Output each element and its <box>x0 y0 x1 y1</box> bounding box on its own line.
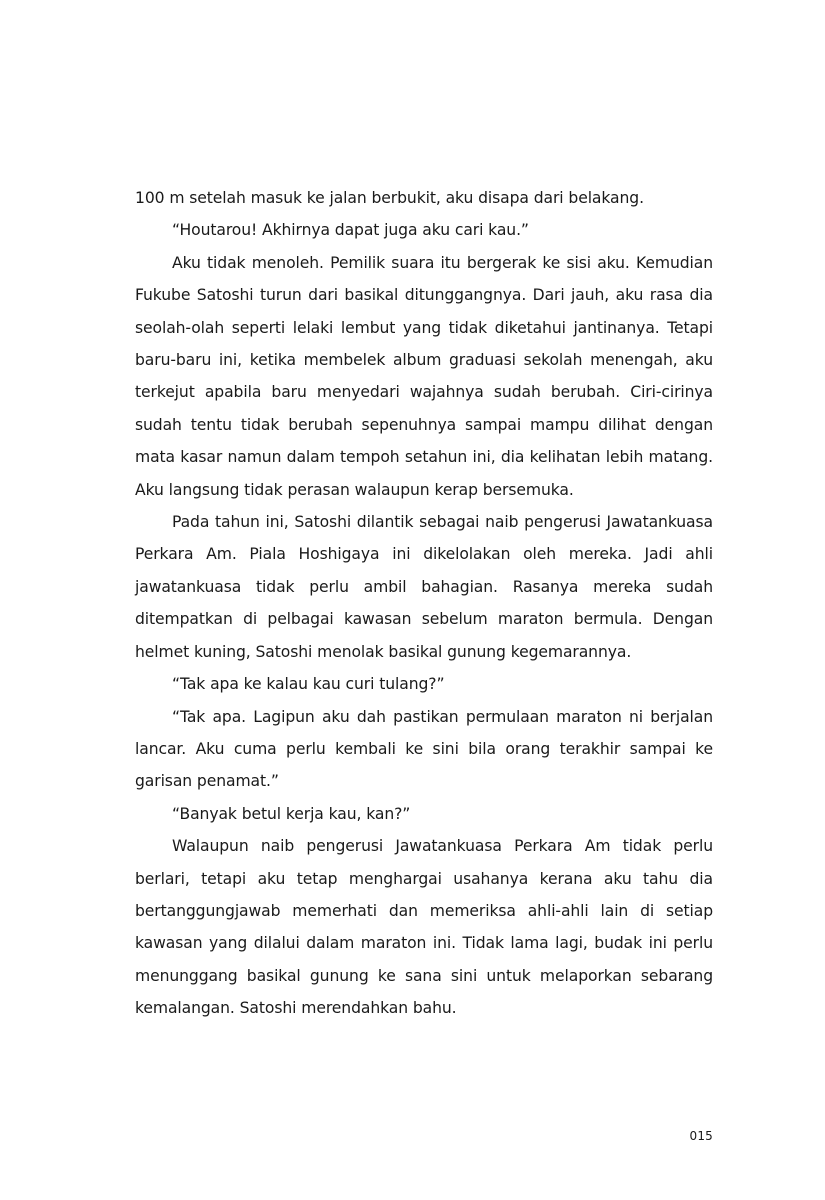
paragraph-6: “Tak apa. Lagipun aku dah pastikan permulaan maraton ni berjalan lancar. Aku cuma perlu kembali ke sini bila orang terakhir sampai ke garisan penamat.” <box>135 707 713 791</box>
paragraph-2: “Houtarou! Akhirnya dapat juga aku cari kau.” <box>172 221 529 240</box>
paragraph-4: Pada tahun ini, Satoshi dilantik sebagai naib pengerusi Jawatankuasa Perkara Am. Piala Hoshigaya ini dikelolakan oleh mereka. Jadi ahli jawatankuasa tidak perlu ambil bahagian. Rasanya mereka sudah ditempatkan di pelbagai kawasan sebelum maraton bermula. Dengan helmet kuning, Satoshi menolak basikal gunung kegemarannya. <box>135 513 713 661</box>
paragraph-7: “Banyak betul kerja kau, kan?” <box>172 804 411 823</box>
body-text <box>135 182 713 1025</box>
paragraph-1: 100 m setelah masuk ke jalan berbukit, aku disapa dari belakang. <box>135 189 644 207</box>
page-number: 015 <box>689 1129 713 1143</box>
paragraph-8: Walaupun naib pengerusi Jawatankuasa Perkara Am tidak perlu berlari, tetapi aku tetap menghargai usahanya kerana aku tahu dia bertanggungjawab memerhati dan memeriksa ahli-ahli lain di setiap kawasan yang dilalui dalam maraton ini. Tidak lama lagi, budak ini perlu menunggang basikal gunung ke sana sini untuk melaporkan sebarang kemalangan. Satoshi merendahkan bahu. <box>135 837 713 1018</box>
paragraph-3: Aku tidak menoleh. Pemilik suara itu bergerak ke sisi aku. Kemudian Fukube Satoshi turun dari basikal ditunggangnya. Dari jauh, aku rasa dia seolah-olah seperti lelaki lembut yang tidak diketahui jantinanya. Tetapi baru-baru ini, ketika membelek album graduasi sekolah menengah, aku terkejut apabila baru menyedari wajahnya sudah berubah. Ciri-cirinya sudah tentu tidak berubah sepenuhnya sampai mampu dilihat dengan mata kasar namun dalam tempoh setahun ini, dia kelihatan lebih matang. Aku langsung tidak perasan walaupun kerap bersemuka. <box>135 253 713 499</box>
paragraph-5: “Tak apa ke kalau kau curi tulang?” <box>172 675 445 694</box>
